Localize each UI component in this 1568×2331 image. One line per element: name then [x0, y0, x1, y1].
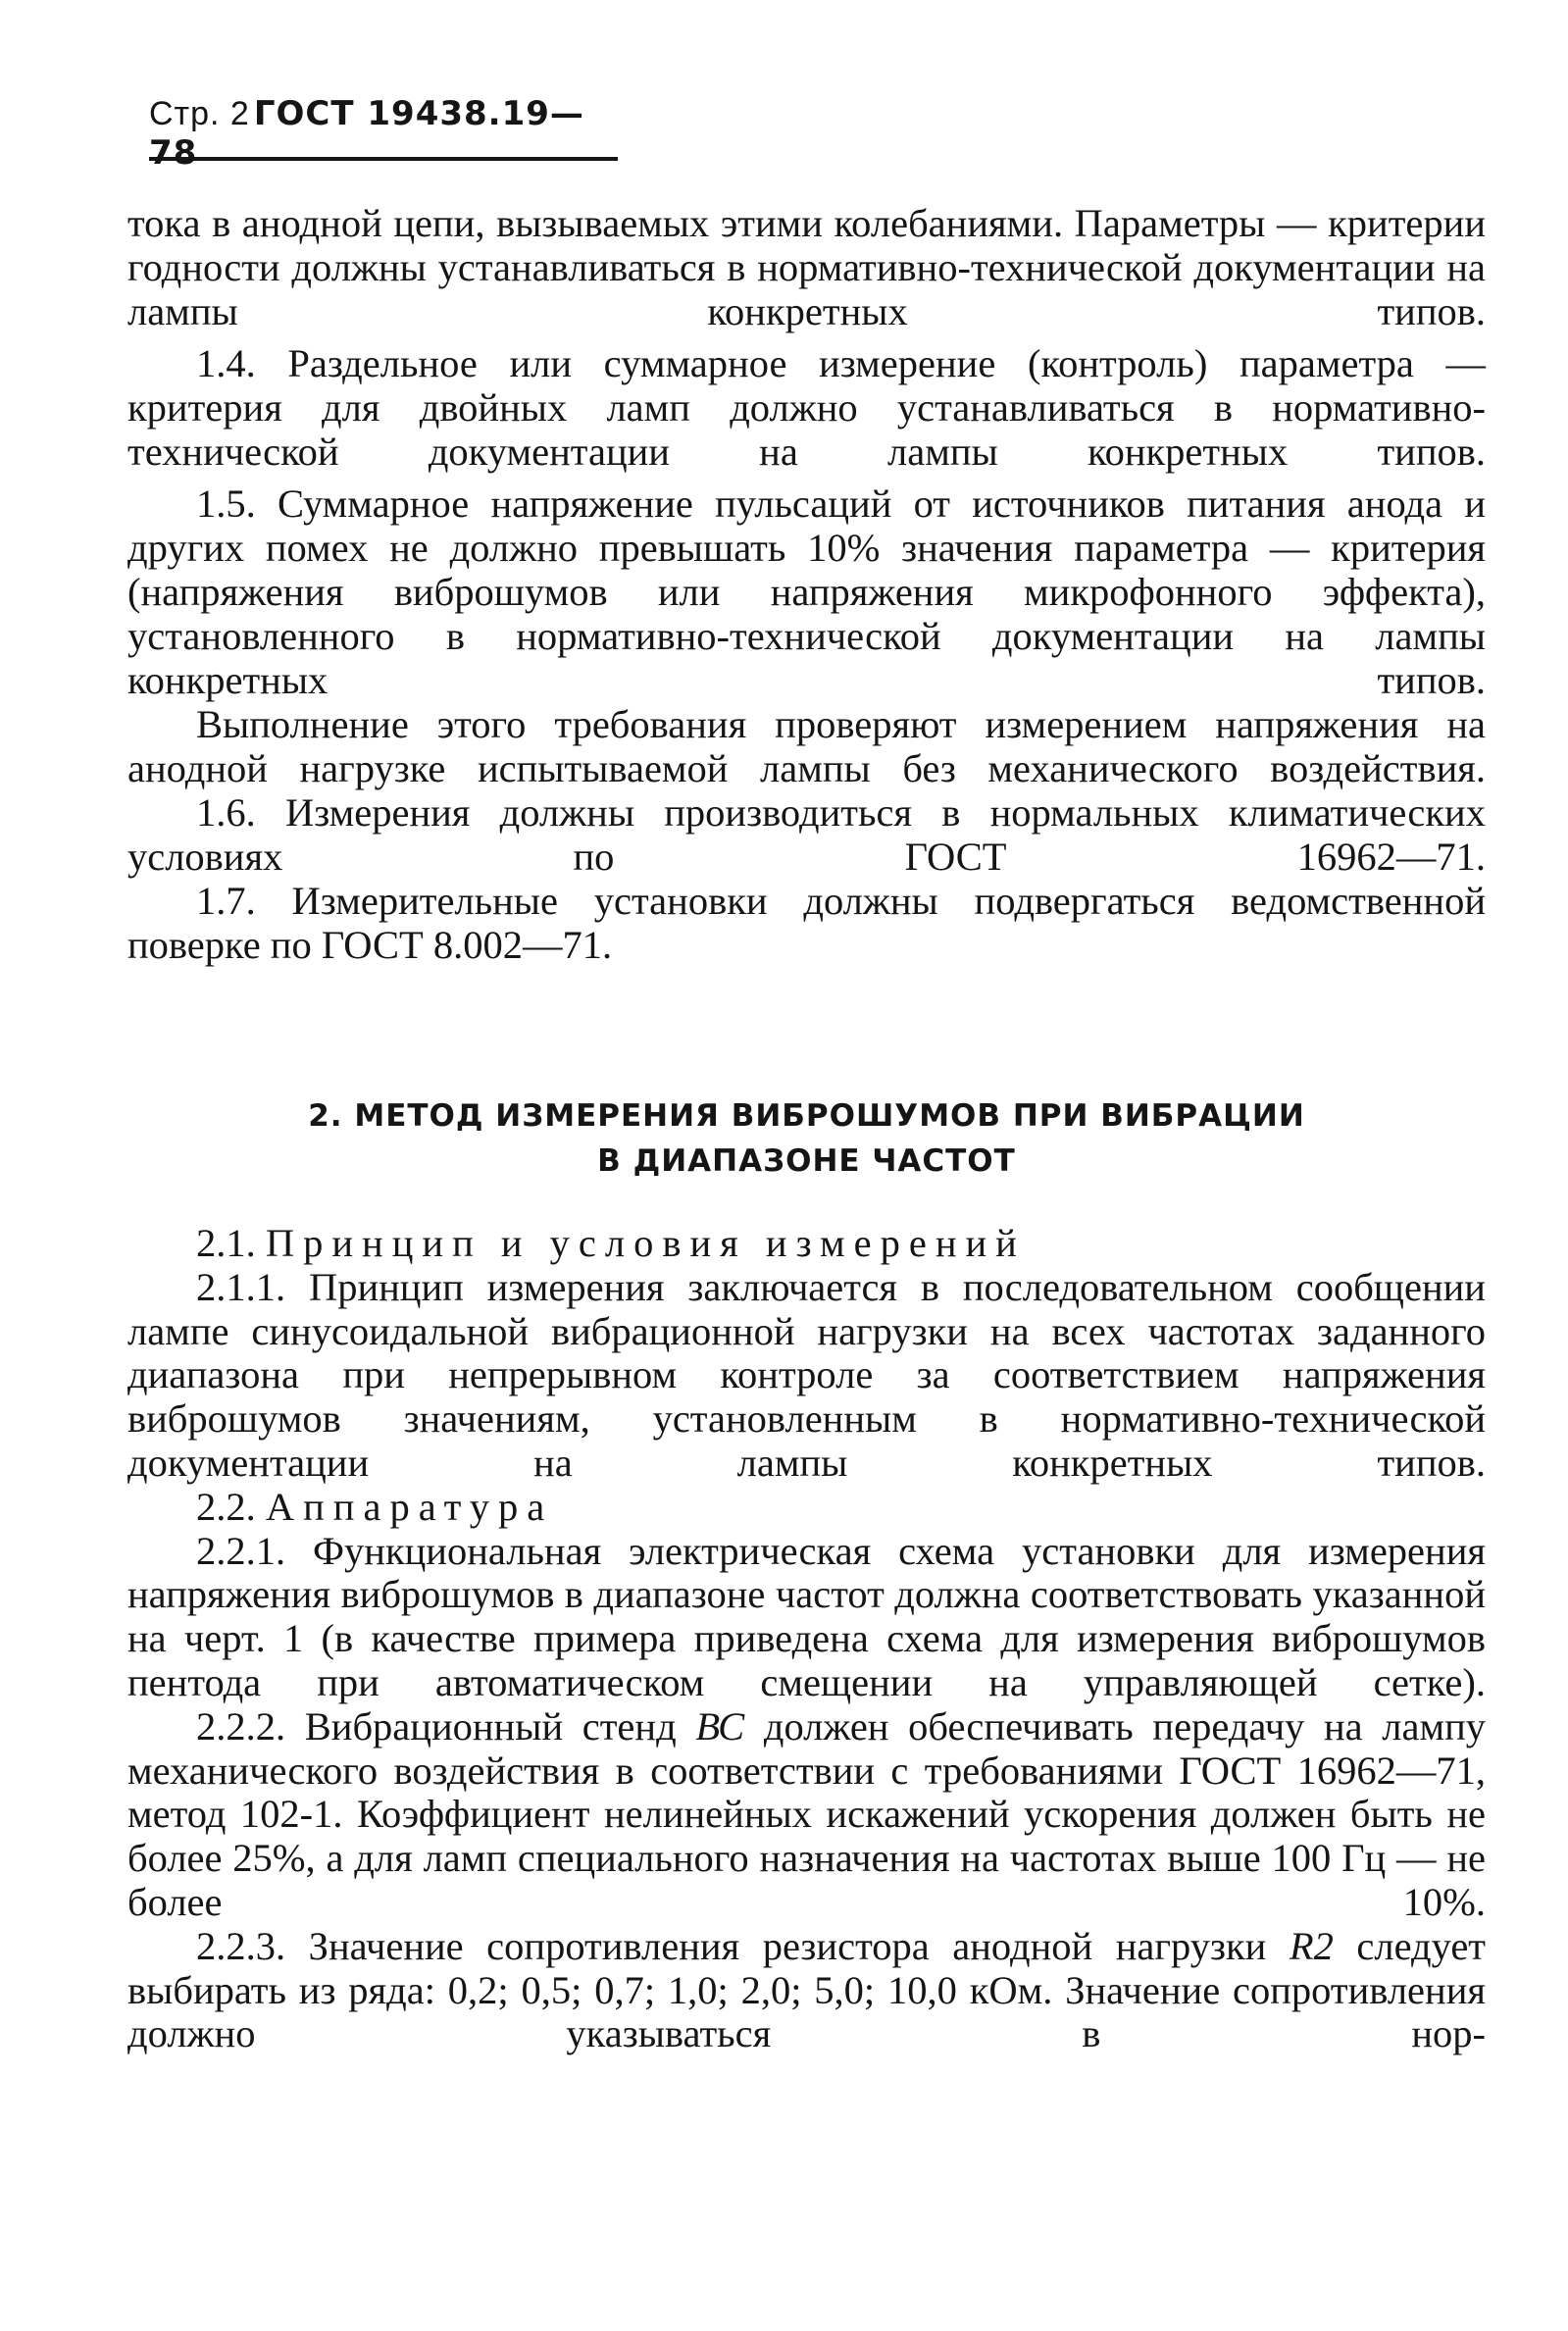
- subheading-2-2-text: Аппаратура: [265, 1484, 554, 1529]
- section-title-line-1: 2. МЕТОД ИЗМЕРЕНИЯ ВИБРОШУМОВ ПРИ ВИБРАЦИИ: [308, 1098, 1305, 1134]
- paragraph-1-4: 1.4. Раздельное или суммарное измерение (контроль) параметра — критерия для двойных ламп должно устанавливаться в нормативно-технической документации на лампы конкретных типов.: [127, 341, 1486, 474]
- section-title-line-2: В ДИАПАЗОНЕ ЧАСТОТ: [597, 1143, 1016, 1179]
- subheading-2-1-number: 2.1.: [196, 1221, 256, 1265]
- subheading-2-2-number: 2.2.: [196, 1484, 256, 1529]
- subheading-2-1: [127, 1222, 1486, 1266]
- paragraph-2-2-3: [127, 1925, 1486, 2056]
- paragraph-2-2-3-start: 2.2.3. Значение сопротивления резистора анодной нагрузки: [196, 1923, 1290, 1968]
- standard-number: ГОСТ 19438.19—78: [149, 94, 584, 173]
- paragraph-continuation: тока в анодной цепи, вызываемых этими колебаниями. Параметры — критерии годности должны устанавливаться в нормативно-технической документации на лампы конкретных типов.: [127, 201, 1486, 333]
- section-title: [127, 1093, 1486, 1184]
- paragraph-2-2-2: [127, 1705, 1486, 1925]
- paragraph-2-2-1: 2.2.1. Функциональная электрическая схема установки для измерения напряжения виброшумов в диапазоне частот должна соответствовать указанной на черт. 1 (в качестве примера приведена схема для измерения виброшумов пентода при автоматическом смещении на управляющей сетке).: [127, 1528, 1486, 1704]
- variable-r2: R2: [1289, 1923, 1334, 1968]
- page-label: Стр. 2: [149, 95, 250, 132]
- paragraph-1-5: 1.5. Суммарное напряжение пульсаций от источников питания анода и других помех не должно превышать 10% значения параметра — критерия (напряжения виброшумов или напряжения микрофонного эффекта), установленного в нормативно-технической документации на лампы конкретных типов.: [127, 481, 1486, 702]
- variable-vs: ВС: [695, 1703, 745, 1748]
- paragraph-2-2-2-end: должен обеспечивать передачу на лампу механического воздействия в соответствии с требованиями ГОСТ 16962—71, метод 102-1. Коэффициент нелинейных искажений ускорения должен быть не более 25%, а для ламп специального назначения на частотах выше 100 Гц — не более 10%.: [127, 1703, 1487, 1924]
- subheading-2-2: [127, 1486, 1486, 1530]
- section-2-text: [127, 1222, 1486, 2056]
- paragraph-2-1-1: 2.1.1. Принцип измерения заключается в последовательном сообщении лампе синусоидальной вибрационной нагрузки на всех частотах заданного диапазона при непрерывном контроле за соответствием напряжения виброшумов значениям, установленным в нормативно-технической документации на лампы конкретных типов.: [127, 1264, 1486, 1485]
- intro-text: [127, 201, 1486, 967]
- paragraph-2-2-2-start: 2.2.2. Вибрационный стенд: [196, 1703, 696, 1748]
- paragraph-1-6: 1.6. Измерения должны производиться в нормальных климатических условиях по ГОСТ 16962—71.: [127, 790, 1486, 879]
- paragraph-2-2-3-end: следует выбирать из ряда: 0,2; 0,5; 0,7; 1,0; 2,0; 5,0; 10,0 кОм. Значение сопротивления должно указываться в нор-: [127, 1923, 1487, 2056]
- paragraph-1-7: 1.7. Измерительные установки должны подвергаться ведомственной поверке по ГОСТ 8.002—71.: [127, 879, 1486, 967]
- page-header: [149, 94, 618, 173]
- subheading-2-1-text: Принцип и условия измерений: [265, 1221, 1026, 1265]
- paragraph-requirement-check: Выполнение этого требования проверяют измерением напряжения на анодной нагрузке испытываемой лампы без механического воздействия.: [127, 702, 1486, 790]
